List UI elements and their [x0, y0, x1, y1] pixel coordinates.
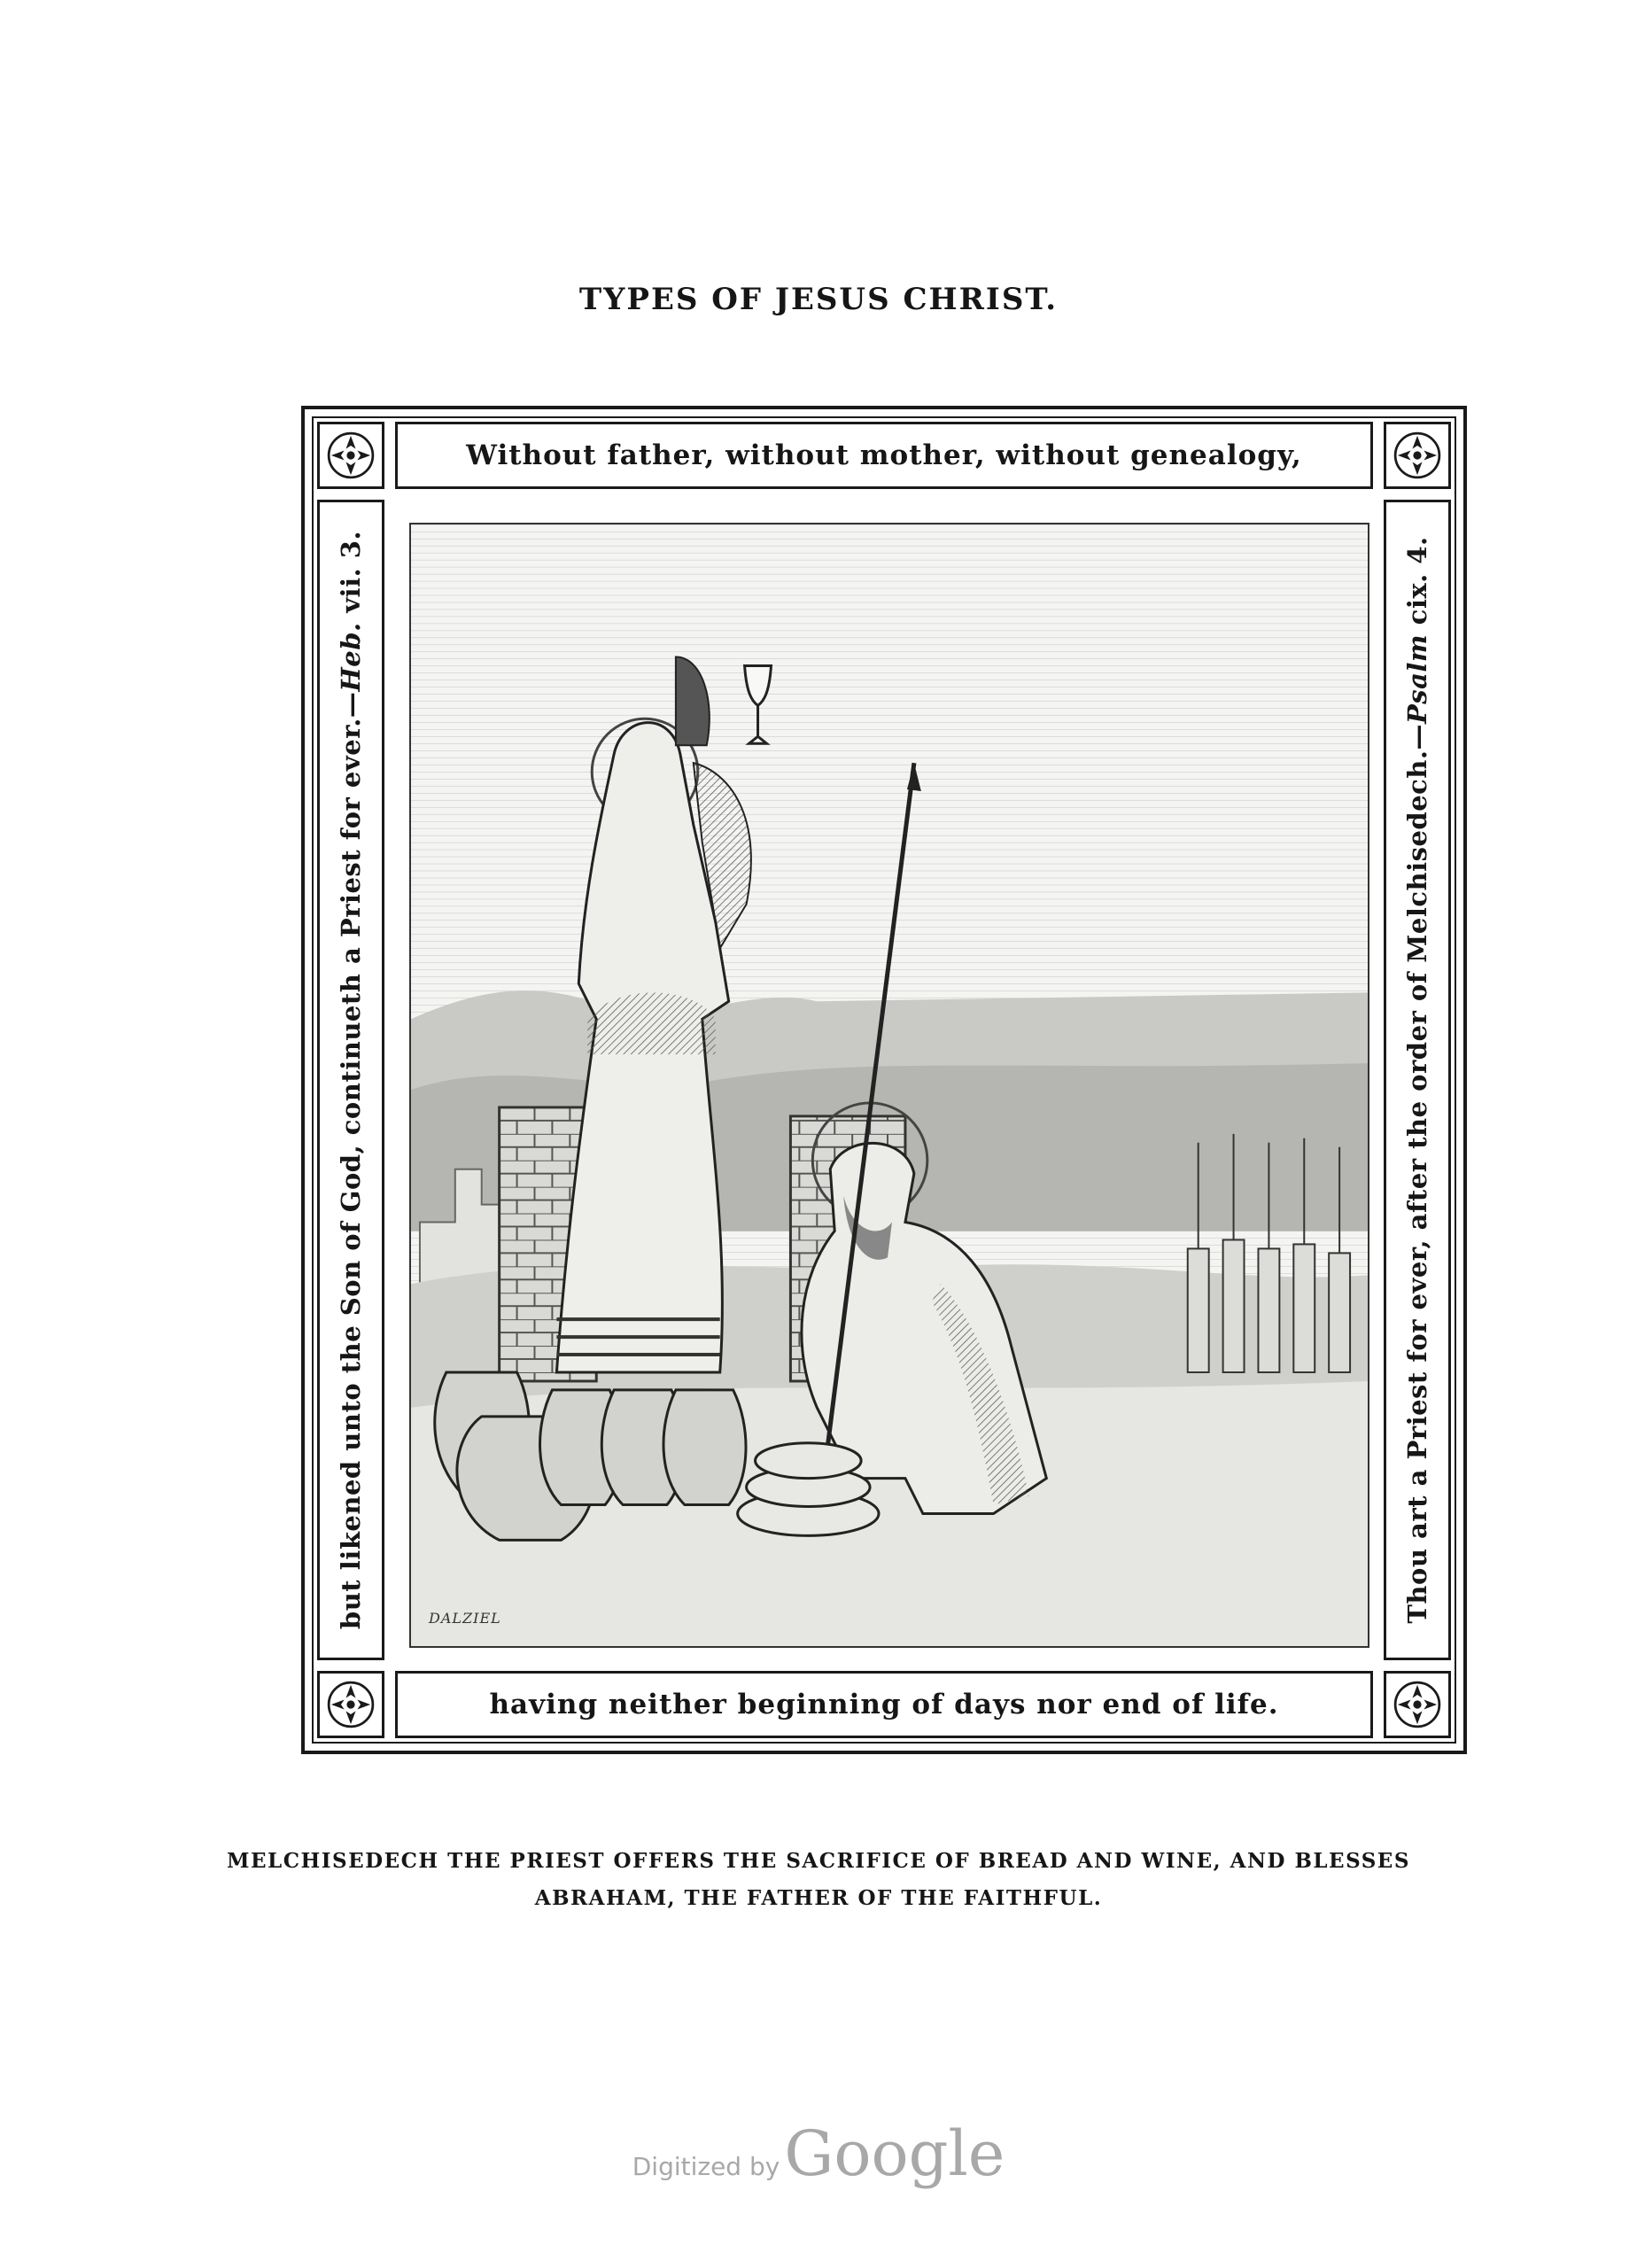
left-inscription-text — [336, 531, 366, 1629]
right-reference-rest: cix. 4. — [1402, 536, 1432, 634]
corner-ornament-bottom-right — [1384, 1671, 1451, 1738]
frame-inner-border — [312, 416, 1456, 1744]
left-reference-rest: vii. 3. — [336, 530, 366, 623]
plate-caption — [0, 1843, 1637, 1917]
frame-left-inscription — [317, 500, 384, 1660]
corner-ornament-top-right — [1384, 422, 1451, 489]
top-inscription-text: Without father, without mother, without genealogy, — [466, 439, 1302, 471]
bottom-inscription-text: having neither beginning of days nor end of life. — [489, 1689, 1279, 1720]
cross-ornament-icon — [1386, 1674, 1448, 1736]
left-inscription-body: but likened unto the Son of God, continueth a Priest for ever.— — [336, 691, 366, 1630]
corner-ornament-bottom-left — [317, 1671, 384, 1738]
digitized-watermark — [0, 2117, 1637, 2190]
right-inscription-text — [1402, 536, 1432, 1623]
cross-ornament-icon — [320, 1674, 382, 1736]
google-logo: Google — [784, 2117, 1005, 2190]
right-reference-book: Psalm — [1402, 633, 1432, 725]
cross-ornament-icon — [1386, 424, 1448, 486]
right-inscription-body: Thou art a Priest for ever, after the order of Melchisedech.— — [1402, 724, 1432, 1624]
corner-ornament-top-left — [317, 422, 384, 489]
artist-signature: DALZIEL — [429, 1610, 501, 1627]
caption-line-1: MELCHISEDECH THE PRIEST OFFERS THE SACRIFICE OF BREAD AND WINE, AND BLESSES — [227, 1849, 1410, 1873]
frame-top-inscription — [395, 422, 1373, 489]
engraving-illustration — [409, 523, 1369, 1648]
frame-bottom-inscription — [395, 1671, 1373, 1738]
caption-line-2: ABRAHAM, THE FATHER OF THE FAITHFUL. — [534, 1886, 1103, 1910]
cross-ornament-icon — [320, 424, 382, 486]
melchisedech-scene-image — [411, 524, 1368, 1646]
frame-right-inscription — [1384, 500, 1451, 1660]
page-heading: TYPES OF JESUS CHRIST. — [578, 282, 1059, 317]
engraving-frame — [301, 406, 1467, 1754]
watermark-prefix: Digitized by — [632, 2152, 780, 2181]
left-reference-book: Heb. — [336, 622, 366, 692]
